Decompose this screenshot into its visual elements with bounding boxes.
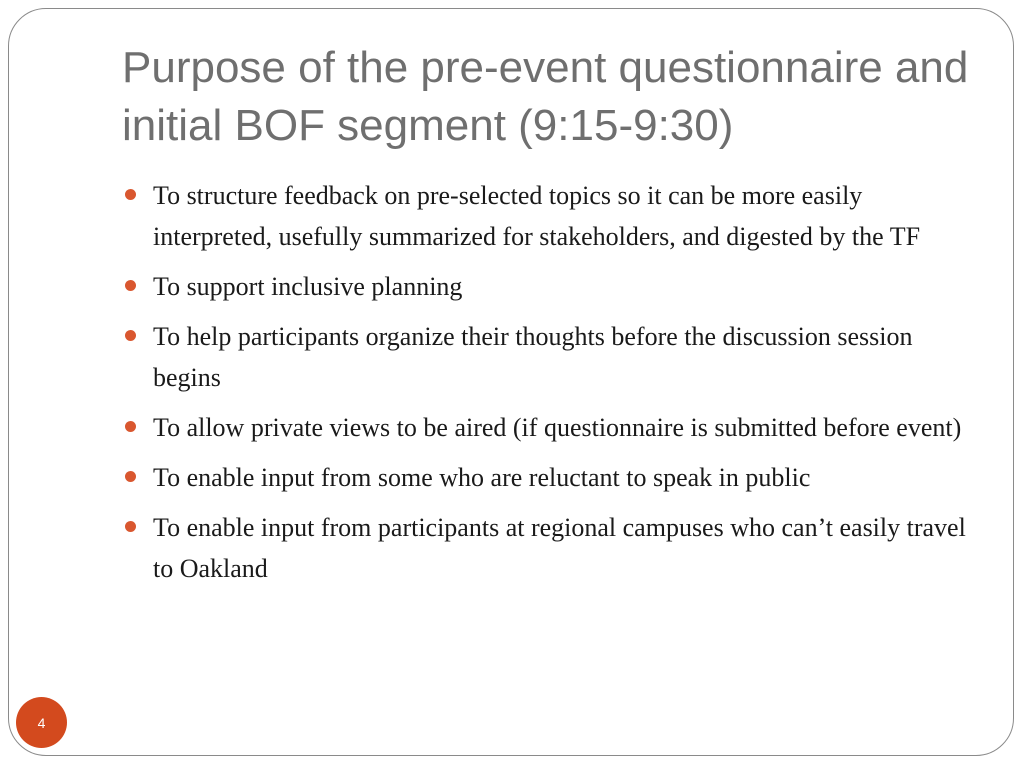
bullet-item	[122, 507, 972, 589]
bullet-item	[122, 316, 972, 398]
slide-frame	[8, 8, 1014, 756]
bullet-text: To support inclusive planning	[153, 272, 463, 301]
bullet-text: To help participants organize their thoughts before the discussion session begins	[153, 322, 913, 392]
bullet-marker-icon	[125, 330, 136, 341]
bullet-list	[122, 175, 972, 598]
bullet-text: To enable input from some who are reluctant to speak in public	[153, 463, 811, 492]
page-number: 4	[37, 714, 46, 731]
bullet-text: To enable input from participants at regional campuses who can’t easily travel to Oakland	[153, 513, 966, 583]
bullet-item	[122, 407, 972, 448]
bullet-text: To structure feedback on pre-selected topics so it can be more easily interpreted, usefully summarized for stakeholders, and digested by the TF	[153, 181, 921, 251]
bullet-item	[122, 266, 972, 307]
bullet-item	[122, 175, 972, 257]
page-number-badge	[16, 697, 67, 748]
bullet-marker-icon	[125, 471, 136, 482]
bullet-text: To allow private views to be aired (if questionnaire is submitted before event)	[153, 413, 962, 442]
bullet-item	[122, 457, 972, 498]
bullet-marker-icon	[125, 421, 136, 432]
bullet-marker-icon	[125, 189, 136, 200]
slide-title: Purpose of the pre-event questionnaire and initial BOF segment (9:15-9:30)	[122, 43, 969, 150]
bullet-marker-icon	[125, 521, 136, 532]
bullet-marker-icon	[125, 280, 136, 291]
